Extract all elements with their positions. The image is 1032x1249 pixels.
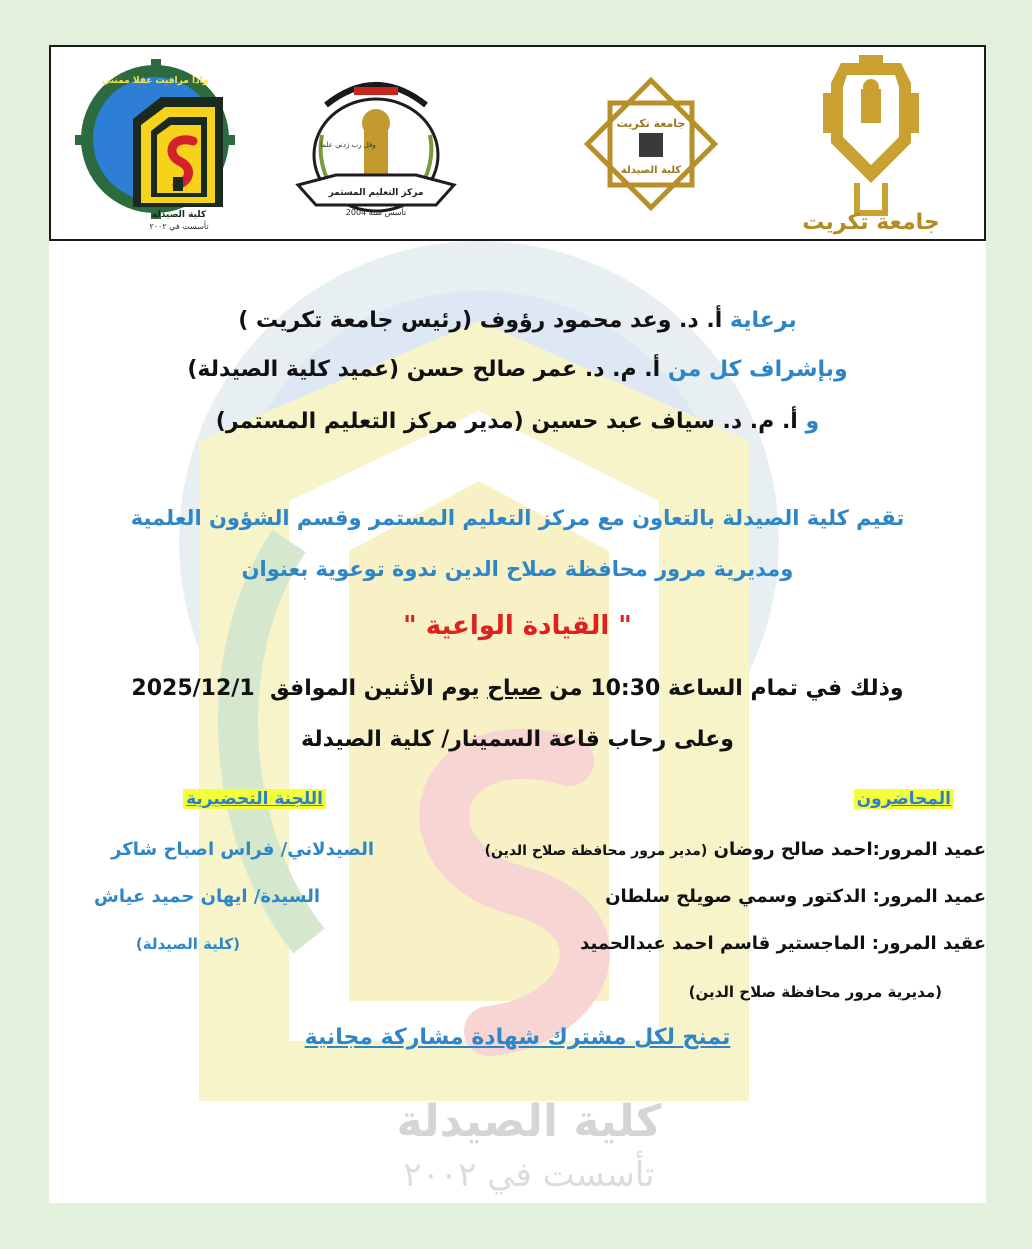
- diamond-logo: [576, 69, 726, 223]
- patronage-prefix-3: و: [805, 409, 820, 434]
- committee-member: الصيدلاني/ فراس اصباح شاكر: [111, 839, 374, 860]
- location-line: وعلى رحاب قاعة السمينار/ كلية الصيدلة: [301, 727, 734, 752]
- patronage-text-1: أ. د. وعد محمود رؤوف (رئيس جامعة تكريت ): [238, 308, 723, 333]
- ce-ribbon-text: وقل رب زدني علما: [320, 141, 376, 149]
- seminar-title: " القيادة الواعية ": [403, 611, 632, 641]
- lecturer-item: [485, 839, 986, 860]
- watermark-name: كلية الصيدلة: [396, 1096, 662, 1147]
- time-morning: صباح: [487, 676, 542, 701]
- lecturer-note: (مدير مرور محافظة صلاح الدين): [484, 843, 708, 859]
- lecturer-title: عميد المرور:احمد صالح روضان: [713, 839, 986, 860]
- lecturer-item: [580, 933, 986, 954]
- lecturers-heading-text: المحاضرون: [854, 789, 954, 809]
- pharmacy-college-logo: [73, 57, 253, 241]
- logo-pharmacy-name: كلية الصيدلة: [151, 210, 207, 220]
- patronage-prefix-2: وبإشراف كل من: [667, 357, 848, 382]
- announcement-line-2: ومديرية مرور محافظة صلاح الدين ندوة توعوية بعنوان: [241, 557, 794, 581]
- committee-heading-text: اللجنة التحضيرية: [183, 789, 326, 809]
- committee-member: السيدة/ ايهان حميد عياش: [94, 886, 320, 907]
- ce-center-name: مركز التعليم المستمر: [328, 188, 424, 198]
- time-text-1: وذلك في تمام الساعة 10:30 من: [549, 676, 904, 701]
- patronage-prefix-1: برعاية: [729, 308, 797, 333]
- announcement-line-1: تقيم كلية الصيدلة بالتعاون مع مركز التعليم المستمر وقسم الشؤون العلمية: [130, 506, 905, 530]
- patronage-line-1: [69, 308, 966, 333]
- lecturers-footnote: (مديرية مرور محافظة صلاح الدين): [688, 983, 942, 1001]
- lecturer-title: عقيد المرور: الماجستير قاسم احمد عبدالحميد: [580, 933, 986, 954]
- flyer-sheet: [49, 45, 986, 1203]
- continuing-education-logo: [286, 65, 466, 234]
- university-name: جامعة تكريت: [802, 210, 940, 235]
- lecturer-item: [605, 886, 986, 907]
- patronage-line-3: [69, 409, 966, 434]
- diamond-top-text: جامعة تكريت: [616, 117, 686, 130]
- logo-pharmacy-year: تأسست في ٢٠٠٢: [149, 222, 209, 231]
- committee-footnote: (كلية الصيدلة): [135, 935, 240, 953]
- patronage-line-2: [69, 357, 966, 382]
- committee-heading: [183, 789, 326, 809]
- tikrit-university-logo: [771, 53, 971, 242]
- logo-bar: [49, 45, 986, 241]
- patronage-text-2: أ. م. د. عمر صالح حسن (عميد كلية الصيدلة): [187, 357, 661, 382]
- lecturer-title: عميد المرور: الدكتور وسمي صويلح سلطان: [605, 886, 986, 907]
- ce-center-year: تأسس سنة 2004: [345, 208, 407, 217]
- patronage-text-3: أ. م. د. سياف عبد حسين (مدير مركز التعليم المستمر): [215, 409, 798, 434]
- lecturers-heading: [854, 789, 954, 809]
- flyer-content: [49, 241, 986, 1203]
- time-text-2: يوم الأثنين الموافق: [269, 676, 480, 701]
- time-line: [69, 676, 966, 701]
- watermark-year: تأسست في ٢٠٠٢: [403, 1155, 655, 1195]
- diamond-bottom-text: كلية الصيدلة: [620, 165, 682, 176]
- event-date: 2025/12/1: [131, 676, 255, 701]
- certificate-note: تمنح لكل مشترك شهادة مشاركة مجانية: [304, 1025, 731, 1050]
- logo-arc-text: وادا مراقبت عقلا ممتني: [101, 76, 209, 86]
